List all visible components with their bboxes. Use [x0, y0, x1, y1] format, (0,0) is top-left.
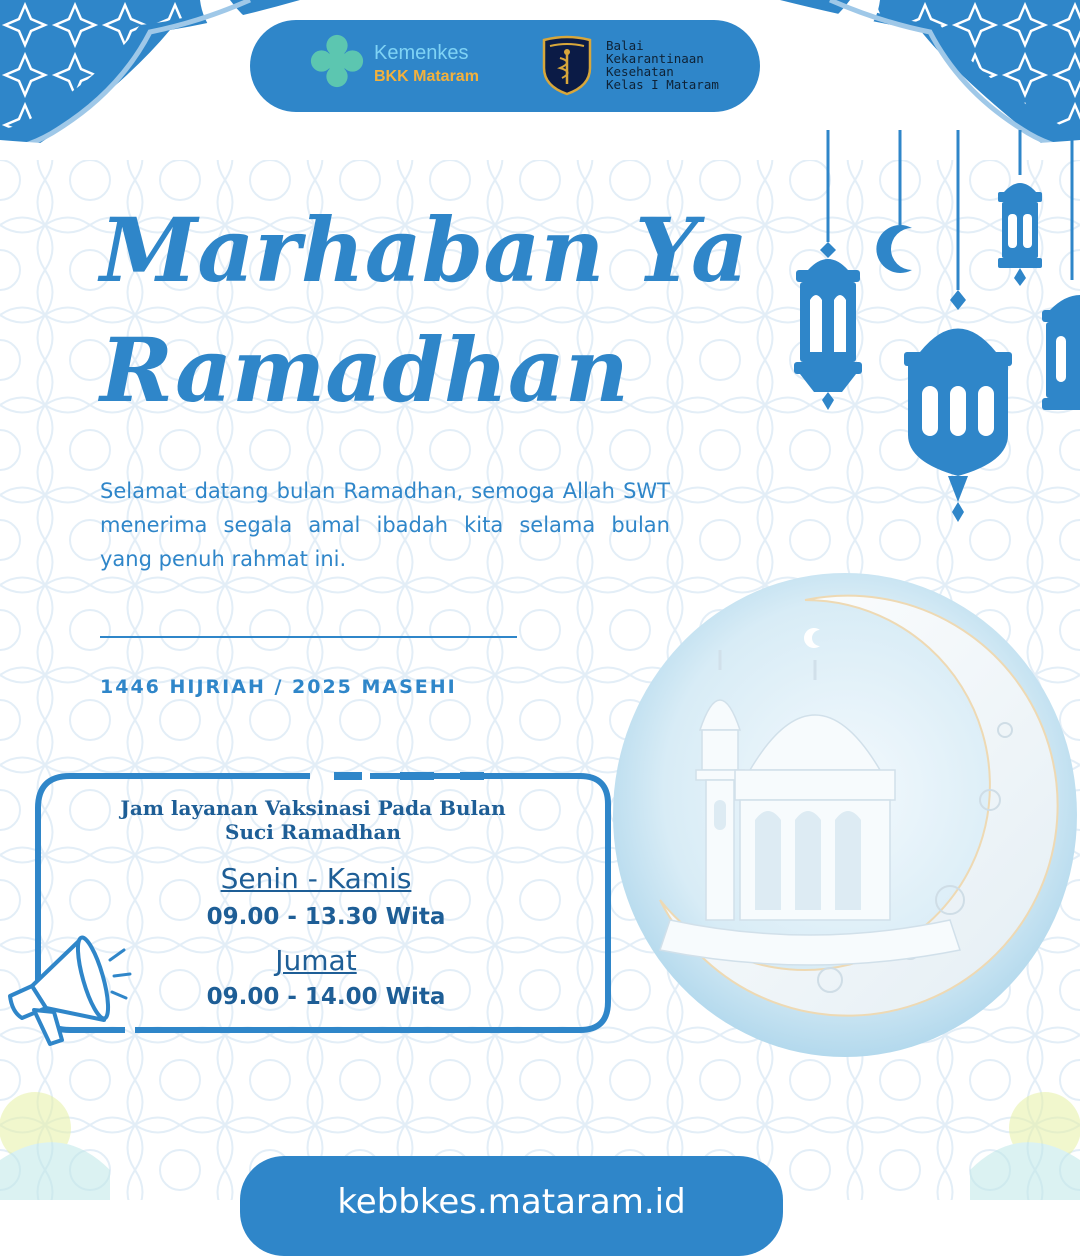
bkk-mataram-name: BKK Mataram [374, 68, 479, 85]
hanging-lantern-icon [904, 130, 1012, 522]
title-line: Marhaban Ya [100, 198, 748, 302]
balai-name [606, 39, 756, 91]
footer-banner [240, 1156, 783, 1256]
balai-name-line: Kekarantinaan [606, 51, 704, 66]
crescent-moon-icon [876, 225, 912, 273]
footer-banner-text: kebbkes.mataram.id [337, 1182, 686, 1222]
kemenkes-name: Kemenkes [374, 42, 469, 64]
schedule-day: Jumat [275, 944, 357, 977]
schedule-title [88, 796, 538, 844]
intro-paragraph: Selamat datang bulan Ramadhan, semoga Allah SWT menerima segala amal ibadah kita selama bulan yang penuh rahmat ini. [100, 479, 670, 571]
schedule-day: Senin - Kamis [220, 862, 412, 895]
balai-name-line: Kesehatan [606, 64, 674, 79]
hanging-lantern-icon [794, 130, 862, 410]
megaphone-icon [2, 920, 137, 1050]
kemenkes-cross-icon [308, 32, 366, 90]
balai-name-line: Balai [606, 38, 644, 53]
schedule-hours: 09.00 - 13.30 Wita [206, 904, 446, 930]
section-divider [100, 636, 517, 638]
balai-name-line: Kelas I Mataram [606, 77, 719, 92]
date-line: 1446 HIJRIAH / 2025 MASEHI [100, 676, 457, 698]
page-title [100, 190, 780, 430]
quarantine-shield-emblem [540, 34, 594, 96]
schedule-title-line: Jam layanan Vaksinasi Pada Bulan [120, 796, 506, 820]
hanging-lanterns [780, 130, 1080, 540]
schedule-hours: 09.00 - 14.00 Wita [206, 984, 446, 1010]
title-line: Ramadhan [100, 318, 629, 422]
hanging-lantern-icon [998, 130, 1042, 286]
schedule-title-line: Suci Ramadhan [225, 820, 401, 844]
mosque-illustration [610, 570, 1080, 1060]
header-logo-bar [250, 20, 760, 112]
